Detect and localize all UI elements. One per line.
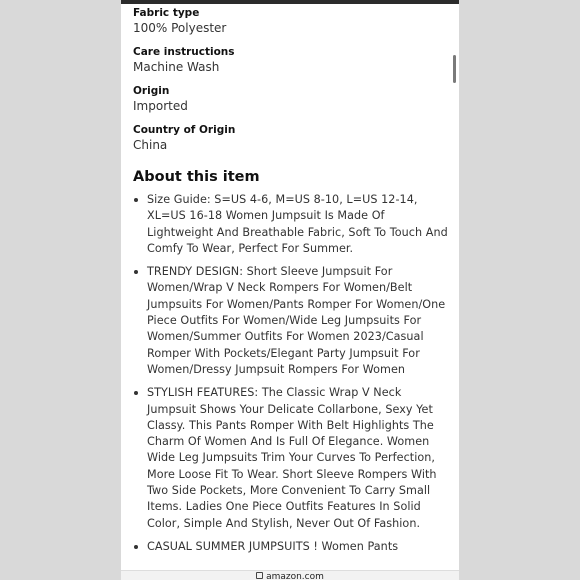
product-details [133,6,451,562]
spec-value: 100% Polyester [133,21,227,35]
about-title: About this item [133,169,260,185]
scrollbar[interactable] [453,55,456,83]
spec-origin [133,84,451,115]
spec-value: Imported [133,99,188,113]
bullet-dot-icon [134,198,138,202]
bullet-text: Size Guide: S=US 4-6, M=US 8-10, L=US 12-14, XL=US 16-18 Women Jumpsuit Is Made Of Lightweight And Breathable Fabric, Soft To Touch And Comfy To Wear, Perfect For Summer. [147,193,448,255]
address-bar[interactable] [121,570,459,580]
bullet-text: CASUAL SUMMER JUMPSUITS ! Women Pants [147,539,399,553]
spec-value: China [133,138,168,152]
lock-icon [256,572,263,579]
spec-care-instructions [133,45,451,76]
url-text: amazon.com [266,572,324,580]
spec-country-of-origin [133,123,451,154]
phone-screen [121,0,459,580]
bullet-item [133,539,451,555]
bullet-dot-icon [134,391,138,395]
bullet-text: TRENDY DESIGN: Short Sleeve Jumpsuit For Women/Wrap V Neck Rompers For Women/Belt Jumpsuits For Women/Pants Romper For Women/One Piece Outfits For Women/Wide Leg Jumpsuits For Women/Summer Outfits For Women 2023/Casual Romper With Pockets/Elegant Party Jumpsuit For Women/Dressy Jumpsuit Rompers For Women [147,265,446,376]
spec-label: Origin [133,85,170,97]
spec-label: Care instructions [133,46,235,58]
bullet-item [133,192,451,257]
spec-label: Fabric type [133,7,200,19]
spec-value: Machine Wash [133,60,220,74]
about-bullets [133,192,451,555]
bullet-dot-icon [134,270,138,274]
spec-fabric-type [133,6,451,37]
spec-label: Country of Origin [133,124,236,136]
bullet-text: STYLISH FEATURES: The Classic Wrap V Neck Jumpsuit Shows Your Delicate Collarbone, Sexy Yet Classy. This Pants Romper With Belt Highlights The Charm Of Women And Is Full Of Elegance. Women Wide Leg Jumpsuits Trim Your Curves To Perfection, More Loose Fit To Wear. Short Sleeve Rompers With Two Side Pockets, More Convenient To Carry Small Items. Ladies One Piece Outfits Features In Solid Color, Simple And Stylish, Never Out Of Fashion. [147,386,437,530]
bullet-item [133,385,451,532]
bullet-dot-icon [134,545,138,549]
status-bar [121,0,459,4]
bullet-item [133,264,451,378]
